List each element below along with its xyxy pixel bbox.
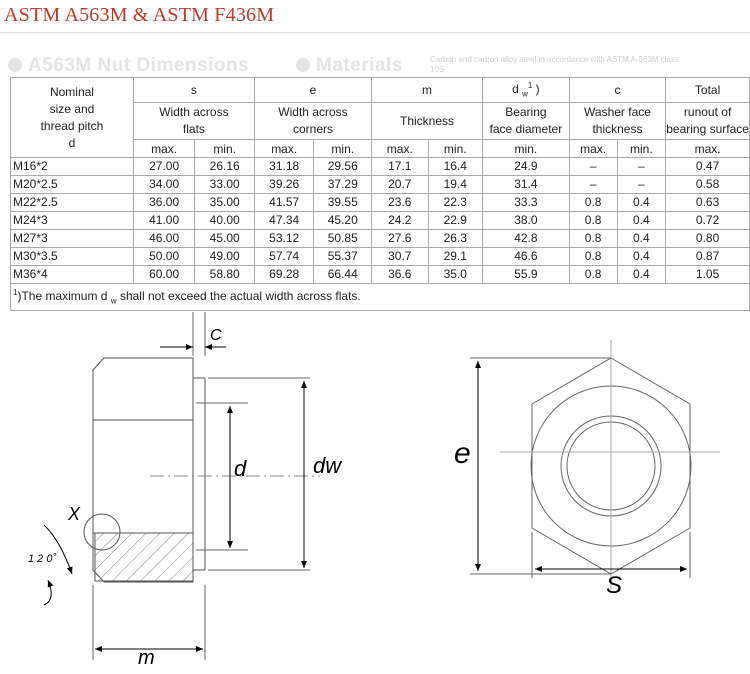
subheader-cell: min. bbox=[483, 140, 570, 158]
bullet-icon bbox=[296, 58, 310, 72]
col-total-symbol: Total bbox=[666, 78, 750, 103]
subheader-cell: min. bbox=[617, 140, 666, 158]
value-cell: 24.2 bbox=[372, 212, 428, 230]
subheader-cell: max. bbox=[133, 140, 195, 158]
table-row bbox=[11, 248, 750, 266]
size-cell: M24*3 bbox=[11, 212, 134, 230]
dimension-lines-side bbox=[44, 347, 304, 649]
table-row bbox=[11, 230, 750, 248]
value-cell: 0.8 bbox=[569, 212, 617, 230]
value-cell: 20.7 bbox=[372, 176, 428, 194]
value-cell: 34.00 bbox=[133, 176, 195, 194]
value-cell: 27.00 bbox=[133, 158, 195, 176]
table-footnote: $^1$)The maximum d $_w$ shall not exceed the actual width across flats. bbox=[11, 284, 750, 310]
value-cell: 29.1 bbox=[428, 248, 482, 266]
nut-side-view bbox=[84, 312, 320, 660]
dim-label-m: m bbox=[138, 647, 155, 669]
dim-label-dw: dw bbox=[313, 453, 342, 478]
value-cell: 0.8 bbox=[569, 230, 617, 248]
value-cell: 31.18 bbox=[254, 158, 314, 176]
size-cell: M36*4 bbox=[11, 266, 134, 284]
value-cell: 0.4 bbox=[617, 212, 666, 230]
dim-label-s: S bbox=[606, 572, 623, 599]
subheader-cell: min. bbox=[195, 140, 255, 158]
value-cell: 45.00 bbox=[195, 230, 255, 248]
value-cell: 55.37 bbox=[314, 248, 372, 266]
angle-label: 1 2 0˚ bbox=[28, 553, 57, 565]
col-m-symbol: m bbox=[372, 78, 483, 103]
nut-dimensions-table bbox=[10, 77, 750, 311]
value-cell: 0.63 bbox=[666, 194, 750, 212]
value-cell: 0.4 bbox=[617, 266, 666, 284]
size-cell: M27*3 bbox=[11, 230, 134, 248]
value-cell: 24.9 bbox=[483, 158, 570, 176]
value-cell: 36.6 bbox=[372, 266, 428, 284]
size-cell: M20*2.5 bbox=[11, 176, 134, 194]
banner-heading-materials: Materials bbox=[296, 55, 403, 77]
title-divider bbox=[0, 32, 750, 33]
value-cell: 22.9 bbox=[428, 212, 482, 230]
value-cell: 0.4 bbox=[617, 230, 666, 248]
detail-label-x: X bbox=[68, 504, 81, 524]
value-cell: 40.00 bbox=[195, 212, 255, 230]
value-cell: 0.58 bbox=[666, 176, 750, 194]
value-cell: 23.6 bbox=[372, 194, 428, 212]
nominal-size-header: Nominal size and thread pitch d bbox=[11, 78, 134, 158]
subheader-cell: min. bbox=[314, 140, 372, 158]
value-cell: 66.44 bbox=[314, 266, 372, 284]
value-cell: 58.80 bbox=[195, 266, 255, 284]
size-cell: M22*2.5 bbox=[11, 194, 134, 212]
value-cell: 41.00 bbox=[133, 212, 195, 230]
value-cell: 16.4 bbox=[428, 158, 482, 176]
col-e-symbol: e bbox=[254, 78, 371, 103]
table-row bbox=[11, 212, 750, 230]
value-cell: 31.4 bbox=[483, 176, 570, 194]
col-c-desc: Washer face thickness bbox=[569, 103, 665, 140]
value-cell: 36.00 bbox=[133, 194, 195, 212]
dimension-lines-front bbox=[478, 361, 687, 571]
value-cell: 0.8 bbox=[569, 248, 617, 266]
value-cell: 0.72 bbox=[666, 212, 750, 230]
value-cell: 39.26 bbox=[254, 176, 314, 194]
value-cell: 19.4 bbox=[428, 176, 482, 194]
value-cell: 46.6 bbox=[483, 248, 570, 266]
value-cell: 69.28 bbox=[254, 266, 314, 284]
value-cell: 22.3 bbox=[428, 194, 482, 212]
value-cell: 1.05 bbox=[666, 266, 750, 284]
value-cell: 35.00 bbox=[195, 194, 255, 212]
col-m-desc: Thickness bbox=[372, 103, 483, 140]
subheader-cell: min. bbox=[428, 140, 482, 158]
value-cell: 29.56 bbox=[314, 158, 372, 176]
value-cell: 30.7 bbox=[372, 248, 428, 266]
nut-technical-drawing bbox=[0, 306, 750, 674]
value-cell: 0.8 bbox=[569, 266, 617, 284]
value-cell: 27.6 bbox=[372, 230, 428, 248]
value-cell: 26.16 bbox=[195, 158, 255, 176]
col-e-desc: Width across corners bbox=[254, 103, 371, 140]
col-c-symbol: c bbox=[569, 78, 665, 103]
value-cell: 46.00 bbox=[133, 230, 195, 248]
materials-note: Carbon and carbon alloy steel in accordance with ASTM A-563M class 10S bbox=[430, 55, 680, 74]
value-cell: – bbox=[617, 176, 666, 194]
value-cell: 39.55 bbox=[314, 194, 372, 212]
value-cell: 17.1 bbox=[372, 158, 428, 176]
size-cell: M30*3.5 bbox=[11, 248, 134, 266]
table-row bbox=[11, 194, 750, 212]
col-s-symbol: s bbox=[133, 78, 254, 103]
col-total-desc: runout of bearing surface bbox=[666, 103, 750, 140]
value-cell: 50.85 bbox=[314, 230, 372, 248]
dim-label-e: e bbox=[454, 437, 471, 470]
value-cell: 0.8 bbox=[569, 194, 617, 212]
col-dw-symbol: d $_w^1$ ) bbox=[483, 78, 570, 103]
value-cell: – bbox=[569, 176, 617, 194]
value-cell: 53.12 bbox=[254, 230, 314, 248]
value-cell: 49.00 bbox=[195, 248, 255, 266]
subheader-cell: max. bbox=[569, 140, 617, 158]
subheader-cell: max. bbox=[254, 140, 314, 158]
value-cell: 47.34 bbox=[254, 212, 314, 230]
value-cell: 38.0 bbox=[483, 212, 570, 230]
value-cell: 57.74 bbox=[254, 248, 314, 266]
value-cell: 26.3 bbox=[428, 230, 482, 248]
value-cell: 0.4 bbox=[617, 248, 666, 266]
table-row bbox=[11, 266, 750, 284]
subheader-cell: max. bbox=[372, 140, 428, 158]
dim-label-d: d bbox=[234, 456, 247, 481]
col-dw-desc: Bearing face diameter bbox=[483, 103, 570, 140]
banner-heading-nut-dimensions: A563M Nut Dimensions bbox=[8, 55, 249, 77]
value-cell: 41.57 bbox=[254, 194, 314, 212]
bullet-icon bbox=[8, 58, 22, 72]
value-cell: 42.8 bbox=[483, 230, 570, 248]
dim-label-c: C bbox=[210, 327, 222, 344]
value-cell: 33.00 bbox=[195, 176, 255, 194]
value-cell: 60.00 bbox=[133, 266, 195, 284]
value-cell: 0.80 bbox=[666, 230, 750, 248]
col-s-desc: Width across flats bbox=[133, 103, 254, 140]
value-cell: 0.4 bbox=[617, 194, 666, 212]
value-cell: 45.20 bbox=[314, 212, 372, 230]
section-banner bbox=[8, 55, 750, 77]
value-cell: 33.3 bbox=[483, 194, 570, 212]
value-cell: 55.9 bbox=[483, 266, 570, 284]
value-cell: 0.87 bbox=[666, 248, 750, 266]
value-cell: 35.0 bbox=[428, 266, 482, 284]
value-cell: – bbox=[569, 158, 617, 176]
table-row bbox=[11, 176, 750, 194]
table-row bbox=[11, 158, 750, 176]
subheader-cell: max. bbox=[666, 140, 750, 158]
nut-front-view bbox=[470, 340, 720, 590]
size-cell: M16*2 bbox=[11, 158, 134, 176]
value-cell: 50.00 bbox=[133, 248, 195, 266]
value-cell: – bbox=[617, 158, 666, 176]
page-title: ASTM A563M & ASTM F436M bbox=[4, 4, 275, 26]
value-cell: 0.47 bbox=[666, 158, 750, 176]
value-cell: 37.29 bbox=[314, 176, 372, 194]
